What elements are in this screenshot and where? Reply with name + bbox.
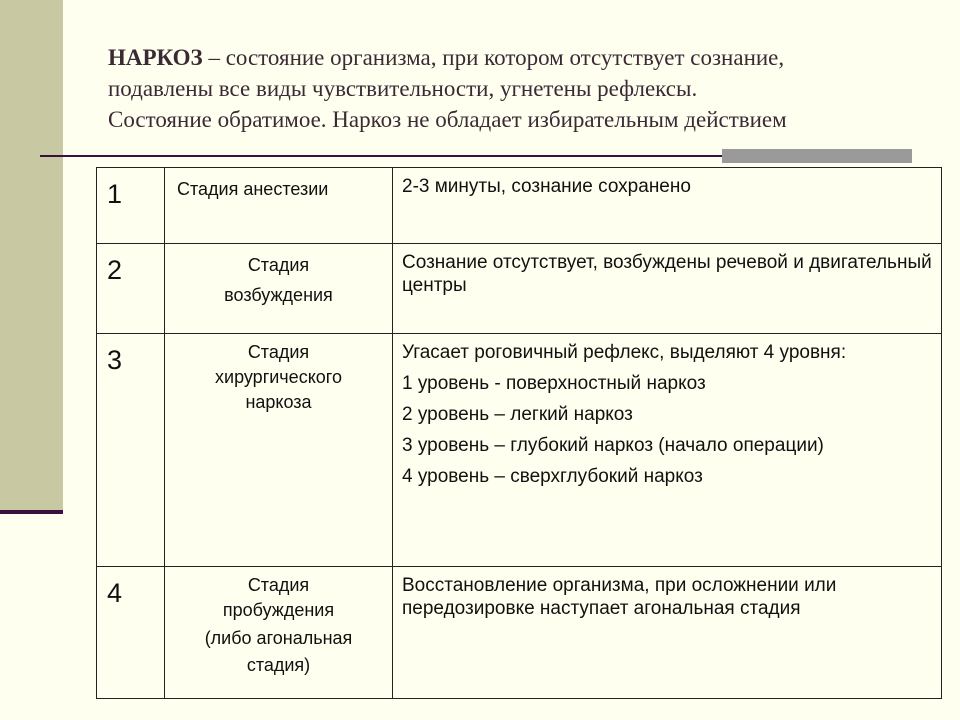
stage-description-line: 4 уровень – сверхглубокий наркоз [402, 466, 703, 487]
stage-description [393, 168, 942, 244]
left-decor-band [0, 0, 63, 512]
stage-description-line: Сознание отсутствует, возбуждены речевой и двигательный центры [402, 252, 932, 296]
stage-name [165, 334, 393, 567]
stage-name-line: Стадия анестезии [177, 179, 329, 199]
stage-name-line: пробуждения [222, 600, 335, 620]
stage-description-line: 2 уровень – легкий наркоз [402, 404, 633, 425]
definition-text [108, 42, 928, 135]
table-row [97, 567, 942, 699]
stage-description-line: Восстановление организма, при осложнении или передозировке наступает агональная стадия [402, 575, 837, 619]
stages-table [96, 167, 942, 699]
stage-number: 1 [97, 168, 165, 244]
stage-description-line: 1 уровень - поверхностный наркоз [402, 373, 706, 394]
stage-name [165, 567, 393, 699]
table-row [97, 334, 942, 567]
stage-description-line: 3 уровень – глубокий наркоз (начало операции) [402, 435, 824, 456]
stage-description-line: 2-3 минуты, сознание сохранено [402, 176, 691, 197]
stage-name-line: Стадия [247, 342, 310, 362]
stage-number: 4 [97, 567, 165, 699]
stage-name-line: (либо агональная [204, 628, 353, 648]
table-row [97, 168, 942, 244]
stage-name-line: наркоза [245, 392, 312, 412]
stage-number: 2 [97, 244, 165, 334]
definition-line-1: – состояние организма, при котором отсутствует сознание, [202, 45, 785, 70]
table-row [97, 244, 942, 334]
stage-description [393, 567, 942, 699]
definition-term: НАРКОЗ [108, 45, 203, 70]
stage-name [165, 244, 393, 334]
stage-name-line: Стадия [247, 255, 310, 275]
left-decor-rule [0, 510, 63, 514]
decor-gray-bar [722, 149, 912, 163]
stage-name [165, 168, 393, 244]
definition-line-2: подавлены все виды чувствительности, угнетены рефлексы. [108, 76, 698, 101]
stage-name-line: хирургического [215, 367, 342, 387]
stage-number: 3 [97, 334, 165, 567]
stage-description [393, 334, 942, 567]
stage-description [393, 244, 942, 334]
stage-name-line: возбуждения [224, 285, 333, 305]
stage-name-line: стадия) [246, 655, 311, 675]
definition-line-3: Состояние обратимое. Наркоз не обладает избирательным действием [108, 107, 787, 132]
stage-name-line: Стадия [247, 575, 310, 595]
stage-description-line: Угасает роговичный рефлекс, выделяют 4 уровня: [402, 342, 847, 363]
